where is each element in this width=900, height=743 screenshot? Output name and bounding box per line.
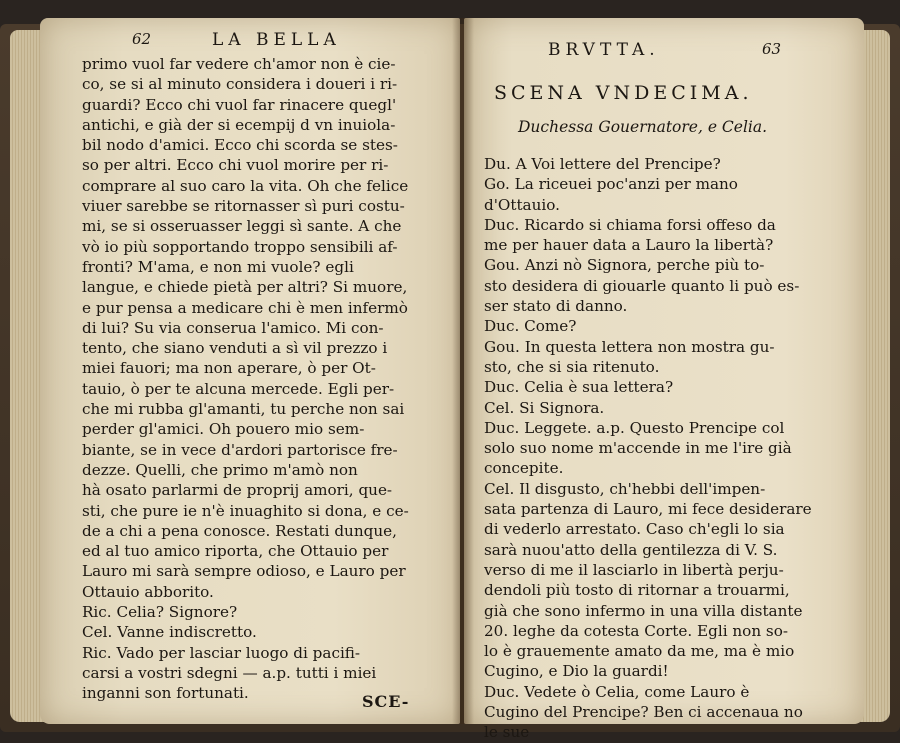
text-line: perder gl'amici. Oh pouero mio sem- — [82, 420, 365, 439]
text-line: concepite. — [484, 459, 564, 478]
left-page-text — [82, 54, 454, 704]
text-line: Cel. Il disgusto, ch'hebbi dell'impen- — [484, 479, 766, 498]
text-line: già che sono infermo in una villa distante — [484, 601, 803, 620]
text-line: de a chi a pena conosce. Restati dunque, — [82, 521, 397, 540]
text-line: d'Ottauio. — [484, 195, 560, 214]
scene-title: SCENA VNDECIMA. — [494, 82, 753, 104]
text-line: tento, che siano venduti a sì vil prezzo i — [82, 339, 388, 358]
text-line: Cel. Si Signora. — [484, 398, 605, 417]
right-running-head: BRVTTA. — [548, 40, 660, 60]
text-line: ser stato di danno. — [484, 297, 628, 316]
text-line: Cel. Vanne indiscretto. — [82, 623, 257, 642]
text-line: Ottauio abborito. — [82, 582, 214, 601]
right-page — [464, 18, 864, 742]
text-line: carsi a vostri sdegni — a.p. tutti i miei — [82, 663, 377, 682]
book-gutter — [452, 18, 474, 724]
text-line: primo vuol far vedere ch'amor non è cie- — [82, 55, 396, 73]
text-line: co, se si al minuto considera i doueri i ri- — [82, 75, 398, 94]
text-line: Ric. Celia? Signore? — [82, 603, 238, 622]
text-line: lo è grauemente amato da me, ma è mio — [484, 642, 795, 661]
text-line: guardi? Ecco chi vuol far rinacere quegl' — [82, 95, 397, 114]
text-line: biante, se in vece d'ardori partorisce fre- — [82, 440, 398, 459]
scene-persons: Duchessa Gouernatore, e Celia. — [518, 118, 768, 136]
right-page-text — [484, 154, 844, 743]
right-page-edges — [860, 30, 890, 722]
text-line: Du. A Voi lettere del Prencipe? — [484, 155, 721, 173]
text-line: di lui? Su via conserua l'amico. Mi con- — [82, 318, 384, 337]
text-line: sata partenza di Lauro, mi fece desiderare — [484, 500, 812, 519]
text-line: Duc. Ricardo si chiama forsi offeso da — [484, 215, 776, 234]
text-line: vò io più sopportando troppo sensibili af- — [82, 237, 398, 256]
catchword: SCE- — [362, 692, 410, 711]
left-page-edges — [10, 30, 44, 722]
text-line: Duc. Celia è sua lettera? — [484, 378, 674, 397]
text-line: Duc. Leggete. a.p. Questo Prencipe col — [484, 418, 785, 437]
left-page — [40, 18, 460, 724]
text-line: 20. leghe da cotesta Corte. Egli non so- — [484, 621, 788, 640]
text-line: miei fauori; ma non aperare, ò per Ot- — [82, 359, 376, 378]
right-page-number: 63 — [762, 40, 782, 58]
text-line: Go. La riceuei poc'anzi per mano — [484, 175, 738, 194]
text-line: Cugino del Prencipe? Ben ci accenaua no — [484, 703, 803, 722]
text-line: verso di me il lasciarlo in libertà perju- — [484, 560, 784, 579]
text-line: antichi, e già der si ecempij d vn inuiola- — [82, 115, 396, 134]
text-line: sti, che pure ie n'è inuaghito si dona, e ce- — [82, 501, 409, 520]
text-line: tauio, ò per te alcuna mercede. Egli per- — [82, 379, 395, 398]
text-line: so per altri. Ecco chi vuol morire per ri- — [82, 156, 389, 175]
text-line: sarà nuou'atto della gentilezza di V. S. — [484, 540, 778, 559]
text-line: e pur pensa a medicare chi è men infermò — [82, 298, 408, 317]
text-line: comprare al suo caro la vita. Oh che felice — [82, 176, 409, 195]
text-line: langue, e chiede pietà per altri? Si muore, — [82, 278, 408, 297]
text-line: Gou. Anzi nò Signora, perche più to- — [484, 256, 765, 275]
text-line: sto desidera di giouarle quanto li può es- — [484, 276, 800, 295]
text-line: Ric. Vado per lasciar luogo di pacifi- — [82, 643, 361, 662]
text-line: fronti? M'ama, e non mi vuole? egli — [82, 257, 354, 276]
text-line: che mi rubba gl'amanti, tu perche non sai — [82, 400, 405, 419]
text-line: di vederlo arrestato. Caso ch'egli lo sia — [484, 520, 785, 539]
text-line: Duc. Come? — [484, 317, 577, 336]
text-line: bil nodo d'amici. Ecco chi scorda se stes- — [82, 136, 398, 155]
text-line: dendoli più tosto di ritornar a trouarmi, — [484, 581, 790, 600]
text-line: ed al tuo amico riporta, che Ottauio per — [82, 542, 389, 561]
text-line: mi, se si osseruasser leggi sì sante. A che — [82, 217, 402, 236]
left-running-head: LA BELLA — [212, 30, 341, 50]
text-line: sto, che si sia ritenuto. — [484, 357, 660, 376]
text-line: Duc. Vedete ò Celia, come Lauro è — [484, 682, 750, 701]
text-line: Gou. In questa lettera non mostra gu- — [484, 337, 775, 356]
text-line: Lauro mi sarà sempre odioso, e Lauro per — [82, 562, 406, 581]
text-line: inganni son fortunati. — [82, 684, 249, 703]
text-line: hà osato parlarmi de proprij amori, que- — [82, 481, 393, 500]
text-line: viuer sarebbe se ritornasser sì puri costu- — [82, 197, 405, 216]
text-line: dezze. Quelli, che primo m'amò non — [82, 460, 358, 479]
text-line: solo suo nome m'accende in me l'ire già — [484, 439, 792, 458]
text-line: me per hauer data a Lauro la libertà? — [484, 236, 774, 255]
text-line: Cugino, e Dio la guardi! — [484, 662, 669, 681]
left-page-number: 62 — [132, 30, 152, 48]
text-line: le sue — [484, 723, 530, 742]
